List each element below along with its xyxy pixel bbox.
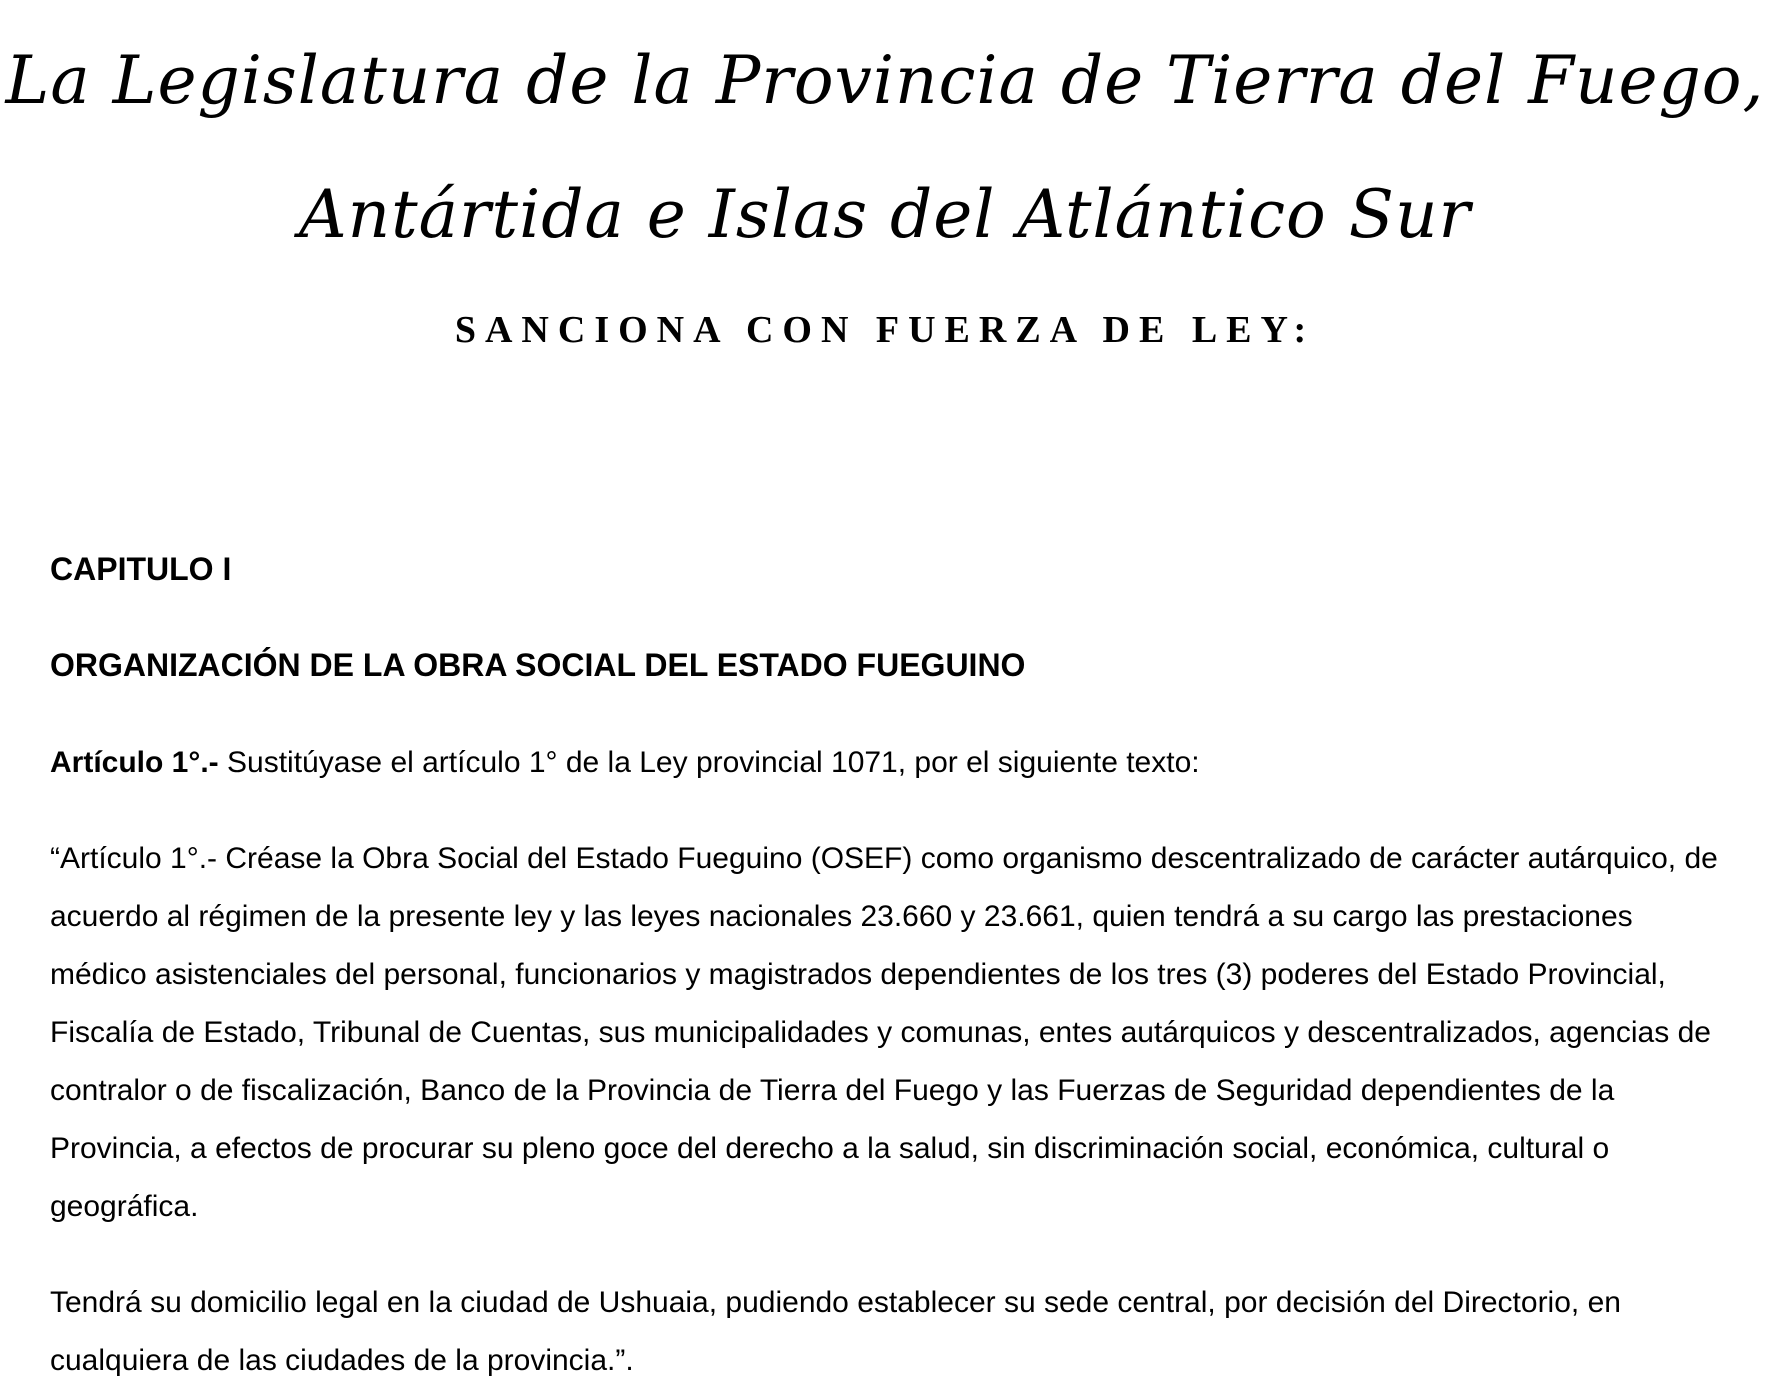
domicile-paragraph: Tendrá su domicilio legal en la ciudad de Ushuaia, pudiendo establecer su sede central, por decisión del Directorio, en cualquiera de las ciudades de la provincia.”. [50,1286,1621,1377]
article-1-quoted-text: “Artículo 1°.- Créase la Obra Social del Estado Fueguino (OSEF) como organismo descentralizado de carácter autárquico, de acuerdo al régimen de la presente ley y las leyes nacionales 23.660 y 23.661, quien tendrá a su cargo las prestaciones médico asistenciales del personal, funcionarios y magistrados dependientes de los tres (3) poderes del Estado Provincial, Fiscalía de Estado, Tribunal de Cuentas, sus municipalidades y comunas, entes autárquicos y descentralizados, agencias de contralor o de fiscalización, Banco de la Provincia de Tierra del Fuego y las Fuerzas de Seguridad dependientes de la Provincia, a efectos de procurar su pleno goce del derecho a la salud, sin discriminación social, económica, cultural o geográfica. [50,842,1718,1223]
article-1-paragraph [50,734,1730,792]
legislature-title-line-1: La Legislatura de la Provincia de Tierra del Fuego, [5,42,1765,119]
chapter-number: CAPITULO I [50,551,232,587]
article-1-intro-text: Sustitúyase el artículo 1° de la Ley provincial 1071, por el siguiente texto: [218,746,1200,779]
enacting-formula: SANCIONA CON FUERZA DE LEY: [454,309,1316,351]
chapter-title: ORGANIZACIÓN DE LA OBRA SOCIAL DEL ESTADO FUEGUINO [50,647,1026,683]
article-1-label: Artículo 1°.- [50,746,219,779]
legislature-title-line-2: Antártida e Islas del Atlántico Sur [298,176,1472,253]
